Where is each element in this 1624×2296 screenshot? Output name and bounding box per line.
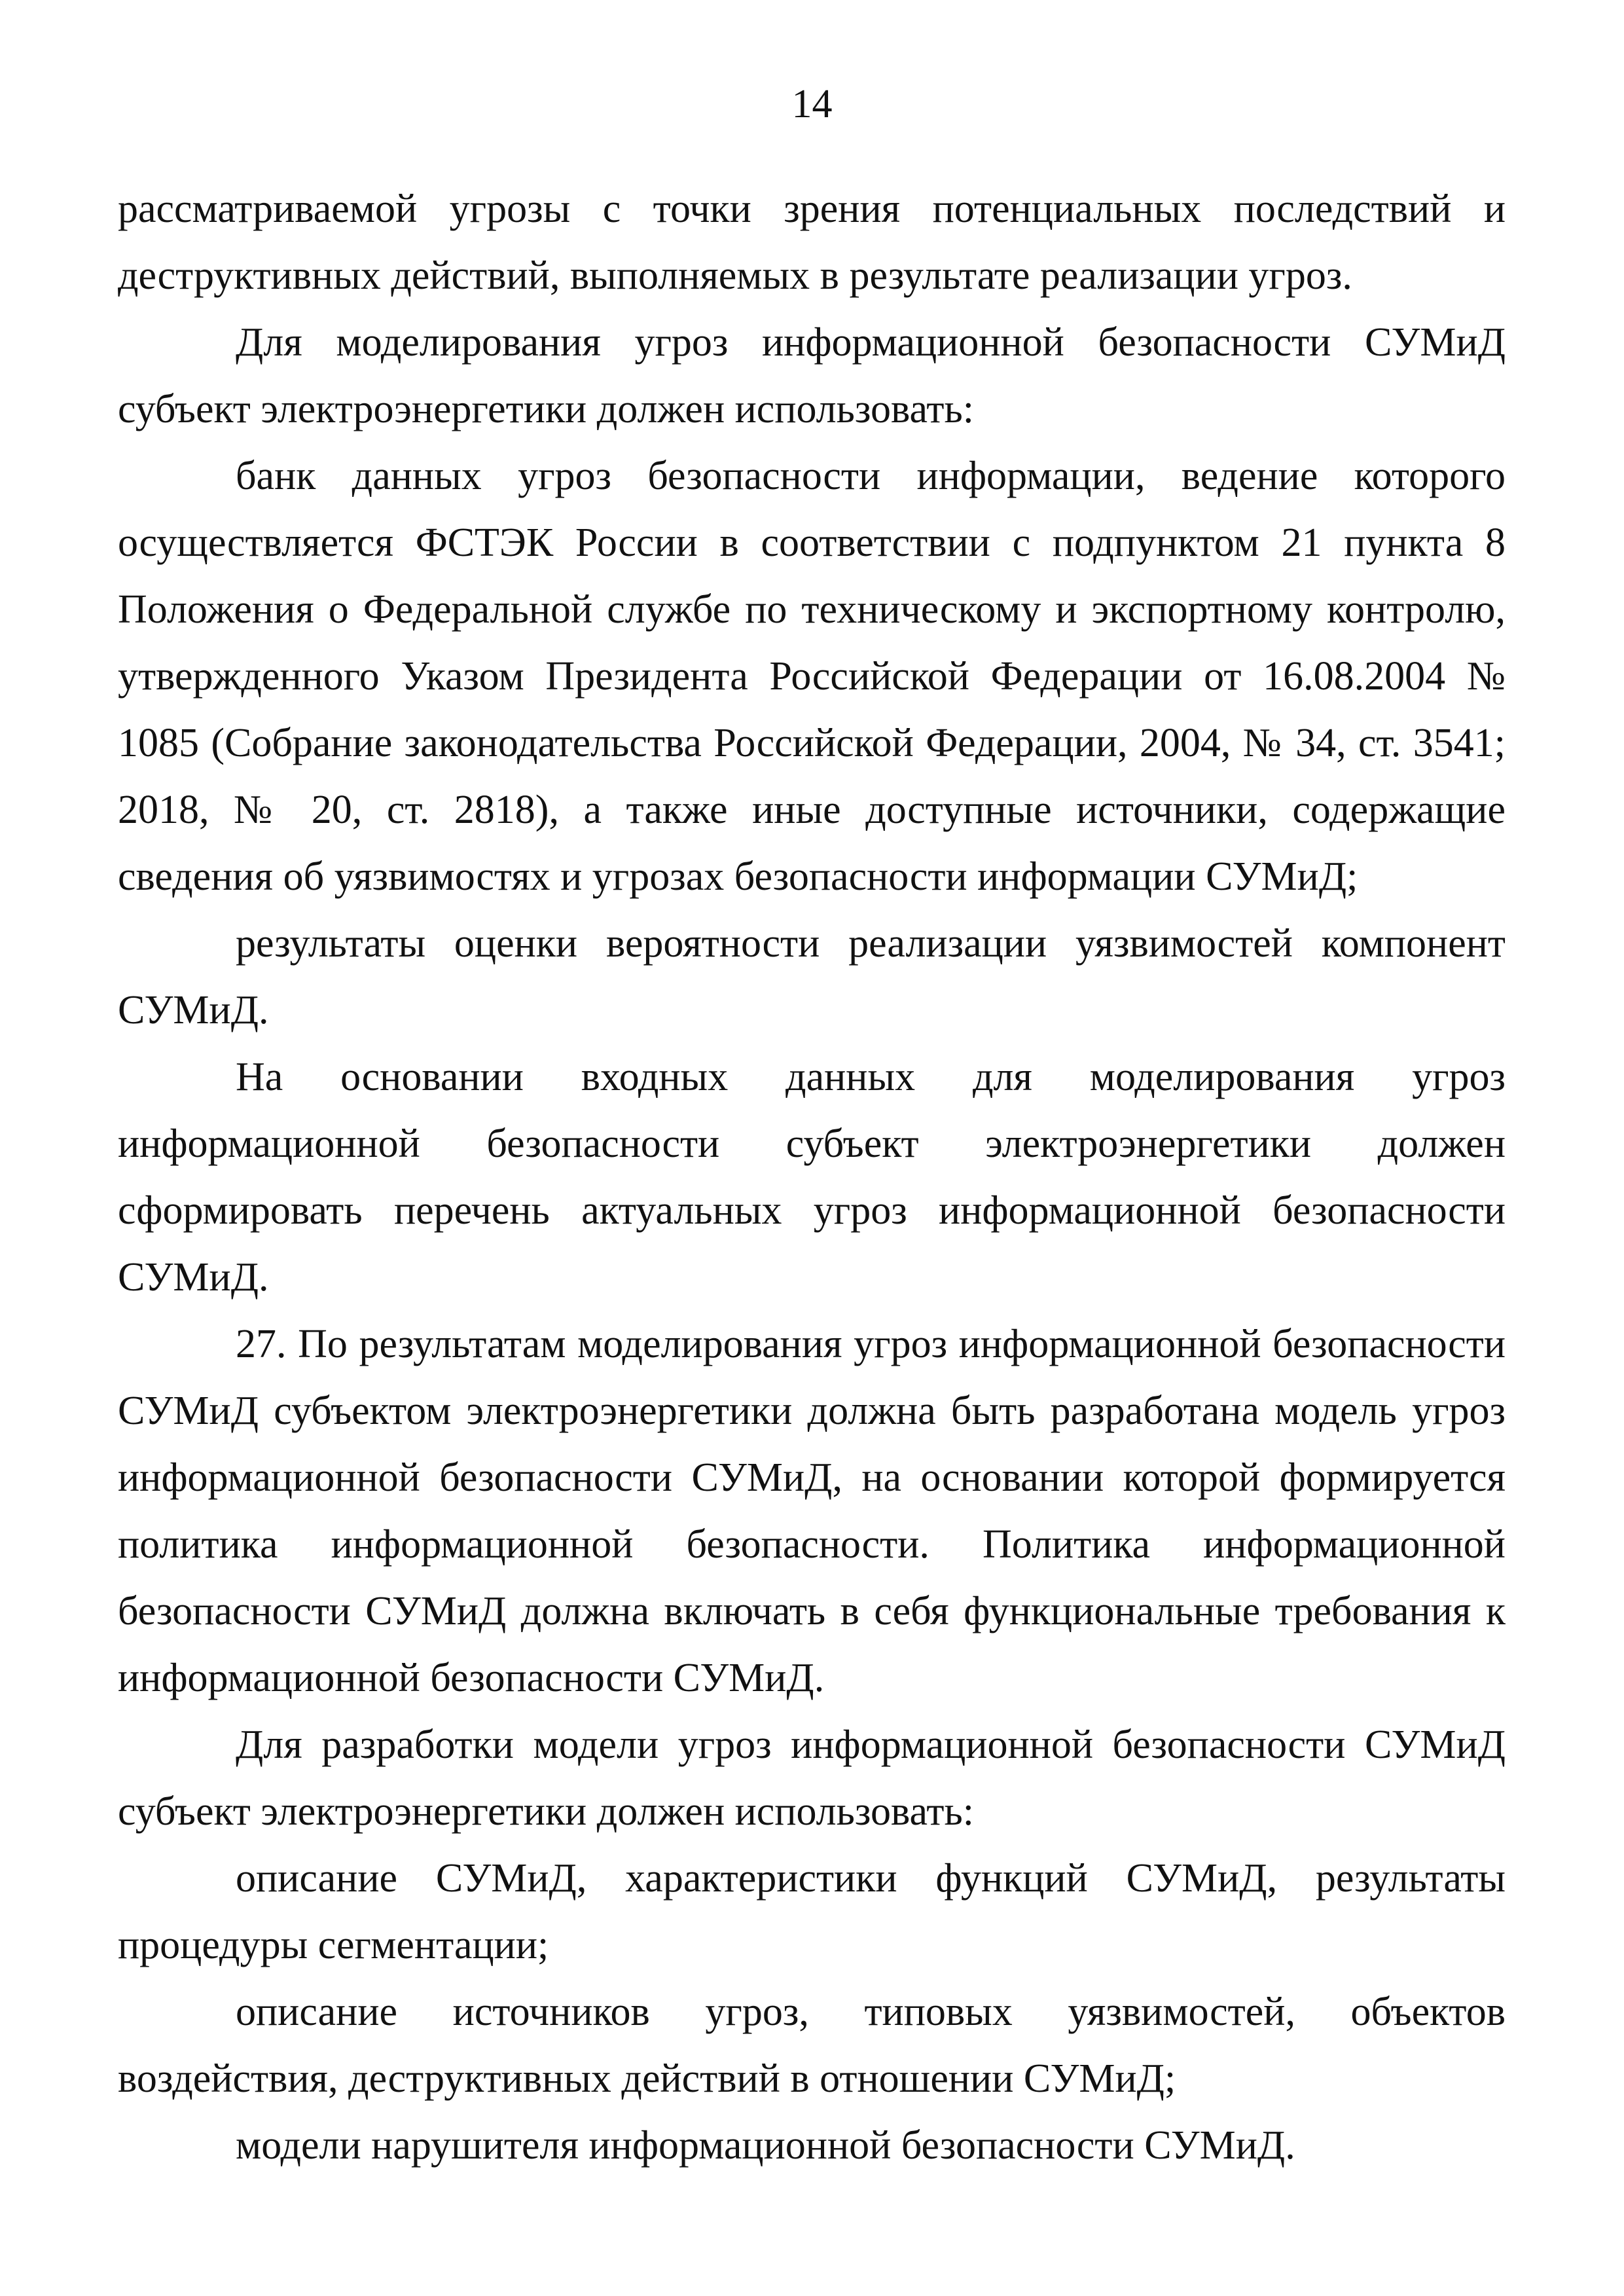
paragraph-1: рассматриваемой угрозы с точки зрения потенциальных последствий и деструктивных действий, выполняемых в результате реализации угроз. [118,187,1506,298]
paragraph-3: банк данных угроз безопасности информации, ведение которого осуществляется ФСТЭК России в соответствии с подпунктом 21 пункта 8 Положения о Федеральной службе по техническому и экспортному контролю, утвержденного Указом Президента Российской Федерации от 16.08.2004 № 1085 (Собрание законодательства Российской Федерации, 2004, № 34, ст. 3541; 2018, № 20, ст. 2818), а также иные доступные источники, содержащие сведения об уязвимостях и угрозах безопасности информации СУМиД; [118,454,1506,899]
document-body [118,175,1506,2179]
paragraph-6: 27. По результатам моделирования угроз информационной безопасности СУМиД субъектом электроэнергетики должна быть разработана модель угроз информационной безопасности СУМиД, на основании которой формируется политика информационной безопасности. Политика информационной безопасности СУМиД должна включать в себя функциональные требования к информационной безопасности СУМиД. [118,1322,1506,1700]
paragraph-8: описание СУМиД, характеристики функций СУМиД, результаты процедуры сегментации; [118,1856,1506,1967]
paragraph-7: Для разработки модели угроз информационной безопасности СУМиД субъект электроэнергетики должен использовать: [118,1722,1506,1834]
paragraph-2: Для моделирования угроз информационной безопасности СУМиД субъект электроэнергетики должен использовать: [118,320,1506,431]
paragraph-10: модели нарушителя информационной безопасности СУМиД. [236,2123,1295,2168]
page-number: 14 [791,82,833,126]
paragraph-5: На основании входных данных для моделирования угроз информационной безопасности субъект электроэнергетики должен сформировать перечень актуальных угроз информационной безопасности СУМиД. [118,1055,1506,1300]
paragraph-4: результаты оценки вероятности реализации уязвимостей компонент СУМиД. [118,921,1506,1032]
paragraph-9: описание источников угроз, типовых уязвимостей, объектов воздействия, деструктивных действий в отношении СУМиД; [118,1990,1506,2101]
